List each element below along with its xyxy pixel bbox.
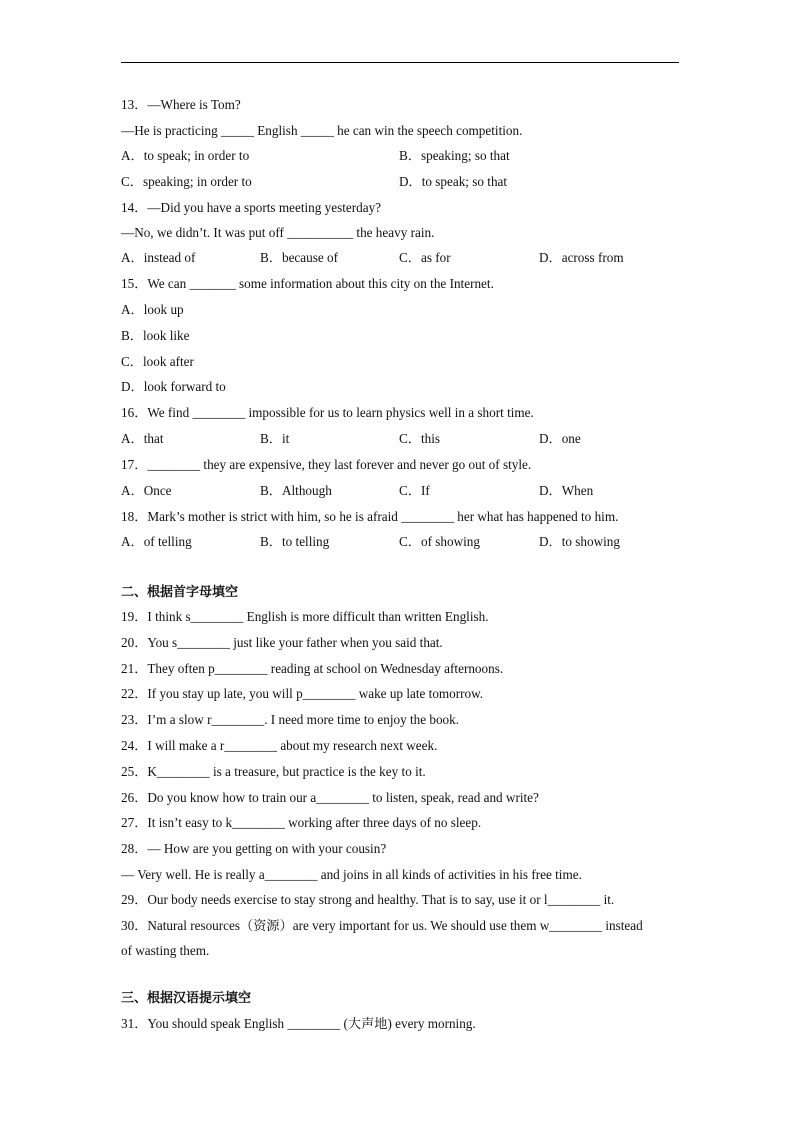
question-25: 25．K________ is a treasure, but practice is the key to it. bbox=[121, 764, 426, 779]
q18-option-d[interactable]: D．to showing bbox=[539, 534, 620, 549]
q16-option-d[interactable]: D．one bbox=[539, 431, 581, 446]
q13-option-c[interactable]: C．speaking; in order to bbox=[121, 174, 252, 189]
question-13-prompt: 13．—Where is Tom? bbox=[121, 97, 241, 112]
q16-option-b[interactable]: B．it bbox=[260, 431, 290, 446]
q14-option-c[interactable]: C．as for bbox=[399, 250, 451, 265]
q14-option-d[interactable]: D．across from bbox=[539, 250, 624, 265]
q18-option-a[interactable]: A．of telling bbox=[121, 534, 192, 549]
q17-option-c[interactable]: C．If bbox=[399, 483, 430, 498]
question-14-sentence: —No, we didn’t. It was put off __________ the heavy rain. bbox=[121, 225, 435, 240]
question-13-sentence: —He is practicing _____ English _____ he can win the speech competition. bbox=[121, 123, 523, 138]
question-23: 23．I’m a slow r________. I need more time to enjoy the book. bbox=[121, 712, 460, 727]
section-3-heading: 三、根据汉语提示填空 bbox=[121, 991, 252, 1006]
header-rule bbox=[121, 62, 679, 63]
question-15-prompt: 15．We can _______ some information about this city on the Internet. bbox=[121, 276, 494, 291]
question-16-prompt: 16．We find ________ impossible for us to learn physics well in a short time. bbox=[121, 405, 534, 420]
q13-option-a[interactable]: A．to speak; in order to bbox=[121, 148, 250, 163]
question-28-answer: — Very well. He is really a________ and joins in all kinds of activities in his free time. bbox=[121, 867, 582, 882]
q17-option-d[interactable]: D．When bbox=[539, 483, 594, 498]
question-20: 20．You s________ just like your father when you said that. bbox=[121, 635, 443, 650]
question-31: 31．You should speak English ________ (大声地) every morning. bbox=[121, 1016, 476, 1031]
q16-option-c[interactable]: C．this bbox=[399, 431, 441, 446]
question-17-prompt: 17．________ they are expensive, they last forever and never go out of style. bbox=[121, 457, 532, 472]
question-18-prompt: 18．Mark’s mother is strict with him, so he is afraid ________ her what has happened to him. bbox=[121, 509, 619, 524]
question-30: 30．Natural resources（资源）are very important for us. We should use them w________ instead bbox=[121, 918, 643, 933]
q16-option-a[interactable]: A．that bbox=[121, 431, 164, 446]
question-24: 24．I will make a r________ about my research next week. bbox=[121, 738, 438, 753]
question-30-continued: of wasting them. bbox=[121, 943, 210, 958]
q15-option-b[interactable]: B．look like bbox=[121, 328, 190, 343]
q18-option-b[interactable]: B．to telling bbox=[260, 534, 330, 549]
section-2-heading: 二、根据首字母填空 bbox=[121, 585, 239, 600]
q18-option-c[interactable]: C．of showing bbox=[399, 534, 480, 549]
question-26: 26．Do you know how to train our a________ to listen, speak, read and write? bbox=[121, 790, 539, 805]
q15-option-d[interactable]: D．look forward to bbox=[121, 379, 226, 394]
q13-option-d[interactable]: D．to speak; so that bbox=[399, 174, 508, 189]
q15-option-c[interactable]: C．look after bbox=[121, 354, 194, 369]
q17-option-a[interactable]: A．Once bbox=[121, 483, 172, 498]
question-21: 21．They often p________ reading at school on Wednesday afternoons. bbox=[121, 661, 504, 676]
q17-option-b[interactable]: B．Although bbox=[260, 483, 332, 498]
q14-option-b[interactable]: B．because of bbox=[260, 250, 338, 265]
question-19: 19．I think s________ English is more difficult than written English. bbox=[121, 609, 489, 624]
question-14-prompt: 14．—Did you have a sports meeting yesterday? bbox=[121, 200, 382, 215]
question-27: 27．It isn’t easy to k________ working after three days of no sleep. bbox=[121, 815, 482, 830]
question-29: 29．Our body needs exercise to stay strong and healthy. That is to say, use it or l________ it. bbox=[121, 892, 615, 907]
q15-option-a[interactable]: A．look up bbox=[121, 302, 184, 317]
q14-option-a[interactable]: A．instead of bbox=[121, 250, 196, 265]
question-22: 22．If you stay up late, you will p________ wake up late tomorrow. bbox=[121, 686, 484, 701]
question-28-prompt: 28．— How are you getting on with your cousin? bbox=[121, 841, 387, 856]
q13-option-b[interactable]: B．speaking; so that bbox=[399, 148, 510, 163]
